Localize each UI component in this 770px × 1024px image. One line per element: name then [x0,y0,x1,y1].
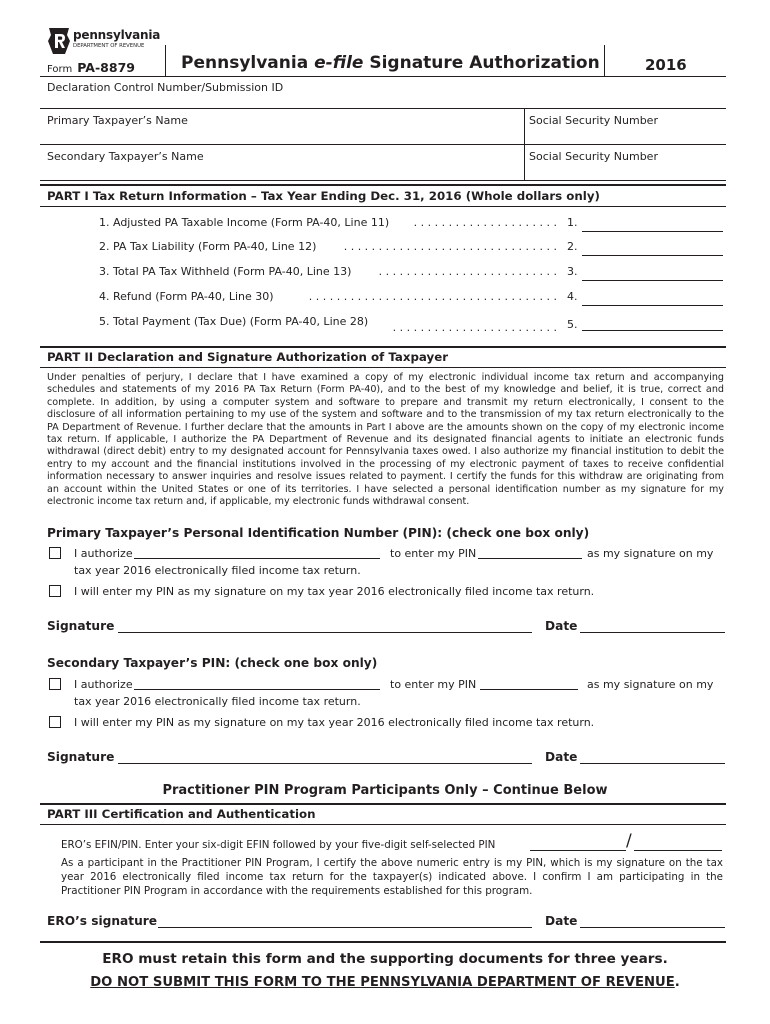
rule-taxpayer-1 [40,144,726,145]
secondary-as-my-sig-label: as my signature on my [587,678,714,691]
secondary-signature-label: Signature [47,750,115,764]
efin-field[interactable] [530,850,626,851]
part1-line-label: 1. Adjusted PA Taxable Income (Form PA-40, Line 11) [99,216,390,229]
part3-heading: PART III Certification and Authentication [47,807,316,821]
efin-label: ERO’s EFIN/PIN. Enter your six-digit EFIN followed by your five-digit self-selected PIN [61,839,496,851]
rule-part1-top [40,184,726,186]
ero-date-field[interactable] [580,927,725,928]
part1-line-label: 2. PA Tax Liability (Form PA-40, Line 12) [99,240,317,253]
part1-line-number: 2. [567,240,578,253]
secondary-tax-year-label: tax year 2016 electronically filed income tax return. [74,695,361,708]
part1-line-number: 5. [567,318,578,331]
dcn-field[interactable] [40,95,726,107]
rule-part3-top [40,803,726,805]
part1-line-number: 1. [567,216,578,229]
rule-part2-head [40,367,726,368]
retain-notice: ERO must retain this form and the supporting documents for three years. [102,951,668,967]
secondary-ssn-label: Social Security Number [529,150,658,163]
primary-signature-label: Signature [47,619,115,633]
rule-part1-head [40,206,726,207]
primary-authorize-label: I authorize [74,547,133,560]
primary-name-label: Primary Taxpayer’s Name [47,114,188,127]
part1-line-number: 3. [567,265,578,278]
part1-line-label: 5. Total Payment (Tax Due) (Form PA-40, Line 28) [99,315,369,328]
secondary-authorize-checkbox[interactable] [49,678,61,690]
rule-taxpayer-top [40,108,726,109]
secondary-date-label: Date [545,750,578,764]
secondary-to-enter-label: to enter my PIN [390,678,477,691]
efin-slash: / [626,831,632,851]
secondary-signature-field[interactable] [118,763,532,764]
certification-text: As a participant in the Practitioner PIN Program, I certify the above numeric entry is my PIN, which is my signature on the tax year 2016 electronically filed income tax return for the taxpayer(s) indicated above. I confirm I am participating in the Practitioner PIN Program in accordance with the requirements established for this program. [61,857,723,897]
primary-ero-name-field[interactable] [134,558,380,559]
part1-line-amount-field[interactable] [582,330,723,331]
primary-ssn-field[interactable] [526,128,726,142]
secondary-name-label: Secondary Taxpayer’s Name [47,150,204,163]
part1-line-amount-field[interactable] [582,231,723,232]
ero-signature-field[interactable] [158,927,532,928]
ero-signature-label: ERO’s signature [47,914,158,928]
part1-line-leader: . . . . . . . . . . . . . . . . . . . . . . . . . . [378,265,557,278]
ero-pin-field[interactable] [634,850,722,851]
part1-line-amount-field[interactable] [582,305,723,306]
part1-line-label: 3. Total PA Tax Withheld (Form PA-40, Line 13) [99,265,352,278]
part1-line-label: 4. Refund (Form PA-40, Line 30) [99,290,274,303]
primary-self-enter-checkbox[interactable] [49,585,61,597]
part1-line-leader: . . . . . . . . . . . . . . . . . . . . . . . . [392,321,557,334]
part1-line-amount-field[interactable] [582,255,723,256]
logo-dept: DEPARTMENT OF REVENUE [73,43,145,49]
primary-pin-field[interactable] [478,558,582,559]
primary-as-my-sig-label: as my signature on my [587,547,714,560]
ero-date-label: Date [545,914,578,928]
secondary-ero-name-field[interactable] [134,689,380,690]
primary-name-field[interactable] [40,128,524,142]
rule-taxpayer-bottom [40,180,726,181]
secondary-date-field[interactable] [580,763,725,764]
logo [47,27,177,57]
header-rule [40,76,726,77]
primary-date-field[interactable] [580,632,725,633]
dcn-label: Declaration Control Number/Submission ID [47,81,284,94]
part1-line-amount-field[interactable] [582,280,723,281]
part1-line-leader: . . . . . . . . . . . . . . . . . . . . . [413,216,557,229]
do-not-submit-notice: DO NOT SUBMIT THIS FORM TO THE PENNSYLVANIA DEPARTMENT OF REVENUE. [90,975,680,990]
primary-signature-field[interactable] [118,632,532,633]
tax-year: 2016 [645,56,687,74]
header-divider-left [165,45,166,77]
secondary-ssn-field[interactable] [526,164,726,178]
primary-ssn-label: Social Security Number [529,114,658,127]
secondary-authorize-label: I authorize [74,678,133,691]
part1-heading: PART I Tax Return Information – Tax Year Ending Dec. 31, 2016 (Whole dollars only) [47,189,600,203]
declaration-paragraph: Under penalties of perjury, I declare that I have examined a copy of my electronic individual income tax return and accompanying schedules and statements of my 2016 PA Tax Return (Form PA-40), and to the best of my knowledge and belief, it is true, correct and complete. In addition, by using a computer system and software to prepare and transmit my return electronically, I consent to the disclosure of all information pertaining to my use of the system and software and to the transmission of my tax return electronically to the PA Department of Revenue. I further declare that the amounts in Part I above are the amounts shown on the copy of my electronic income tax return. If applicable, I authorize the PA Department of Revenue and its designated financial agents to initiate an electronic funds withdrawal (direct debit) entry to my designated account for Pennsylvania taxes owed. I also authorize my financial institution to debit the entry to my account and the financial institutions involved in the processing of my electronic payment of taxes to receive confidential information necessary to answer inquiries and resolve issues related to payment. I certify the funds for this withdraw are originating from an account within the United States or one of its territories. I have selected a personal identification number as my signature for my electronic income tax return and, if applicable, my electronic funds withdrawal consent. [47,372,724,508]
secondary-name-field[interactable] [40,164,524,178]
primary-date-label: Date [545,619,578,633]
primary-tax-year-label: tax year 2016 electronically filed income tax return. [74,564,361,577]
keystone-logo-icon [47,27,71,55]
primary-authorize-checkbox[interactable] [49,547,61,559]
primary-pin-heading: Primary Taxpayer’s Personal Identification Number (PIN): (check one box only) [47,526,590,540]
form-title: Pennsylvania e-file Signature Authorization [181,53,600,73]
part2-heading: PART II Declaration and Signature Authorization of Taxpayer [47,350,449,364]
rule-part3-head [40,824,726,825]
primary-to-enter-label: to enter my PIN [390,547,477,560]
part1-line-leader: . . . . . . . . . . . . . . . . . . . . . . . . . . . . . . . [343,240,557,253]
primary-self-enter-label: I will enter my PIN as my signature on my tax year 2016 electronically filed income tax return. [74,585,595,598]
part1-line-leader: . . . . . . . . . . . . . . . . . . . . . . . . . . . . . . . . . . . . [308,290,557,303]
secondary-self-enter-label: I will enter my PIN as my signature on my tax year 2016 electronically filed income tax return. [74,716,595,729]
practitioner-heading: Practitioner PIN Program Participants Only – Continue Below [162,783,608,798]
secondary-pin-heading: Secondary Taxpayer’s PIN: (check one box only) [47,656,378,670]
part1-line-number: 4. [567,290,578,303]
secondary-pin-field[interactable] [480,689,578,690]
logo-name: pennsylvania [73,28,161,42]
rule-footer-top [40,941,726,943]
secondary-self-enter-checkbox[interactable] [49,716,61,728]
form-number: Form PA-8879 [47,60,135,75]
rule-part2-top [40,346,726,348]
header-divider-right [604,45,605,77]
